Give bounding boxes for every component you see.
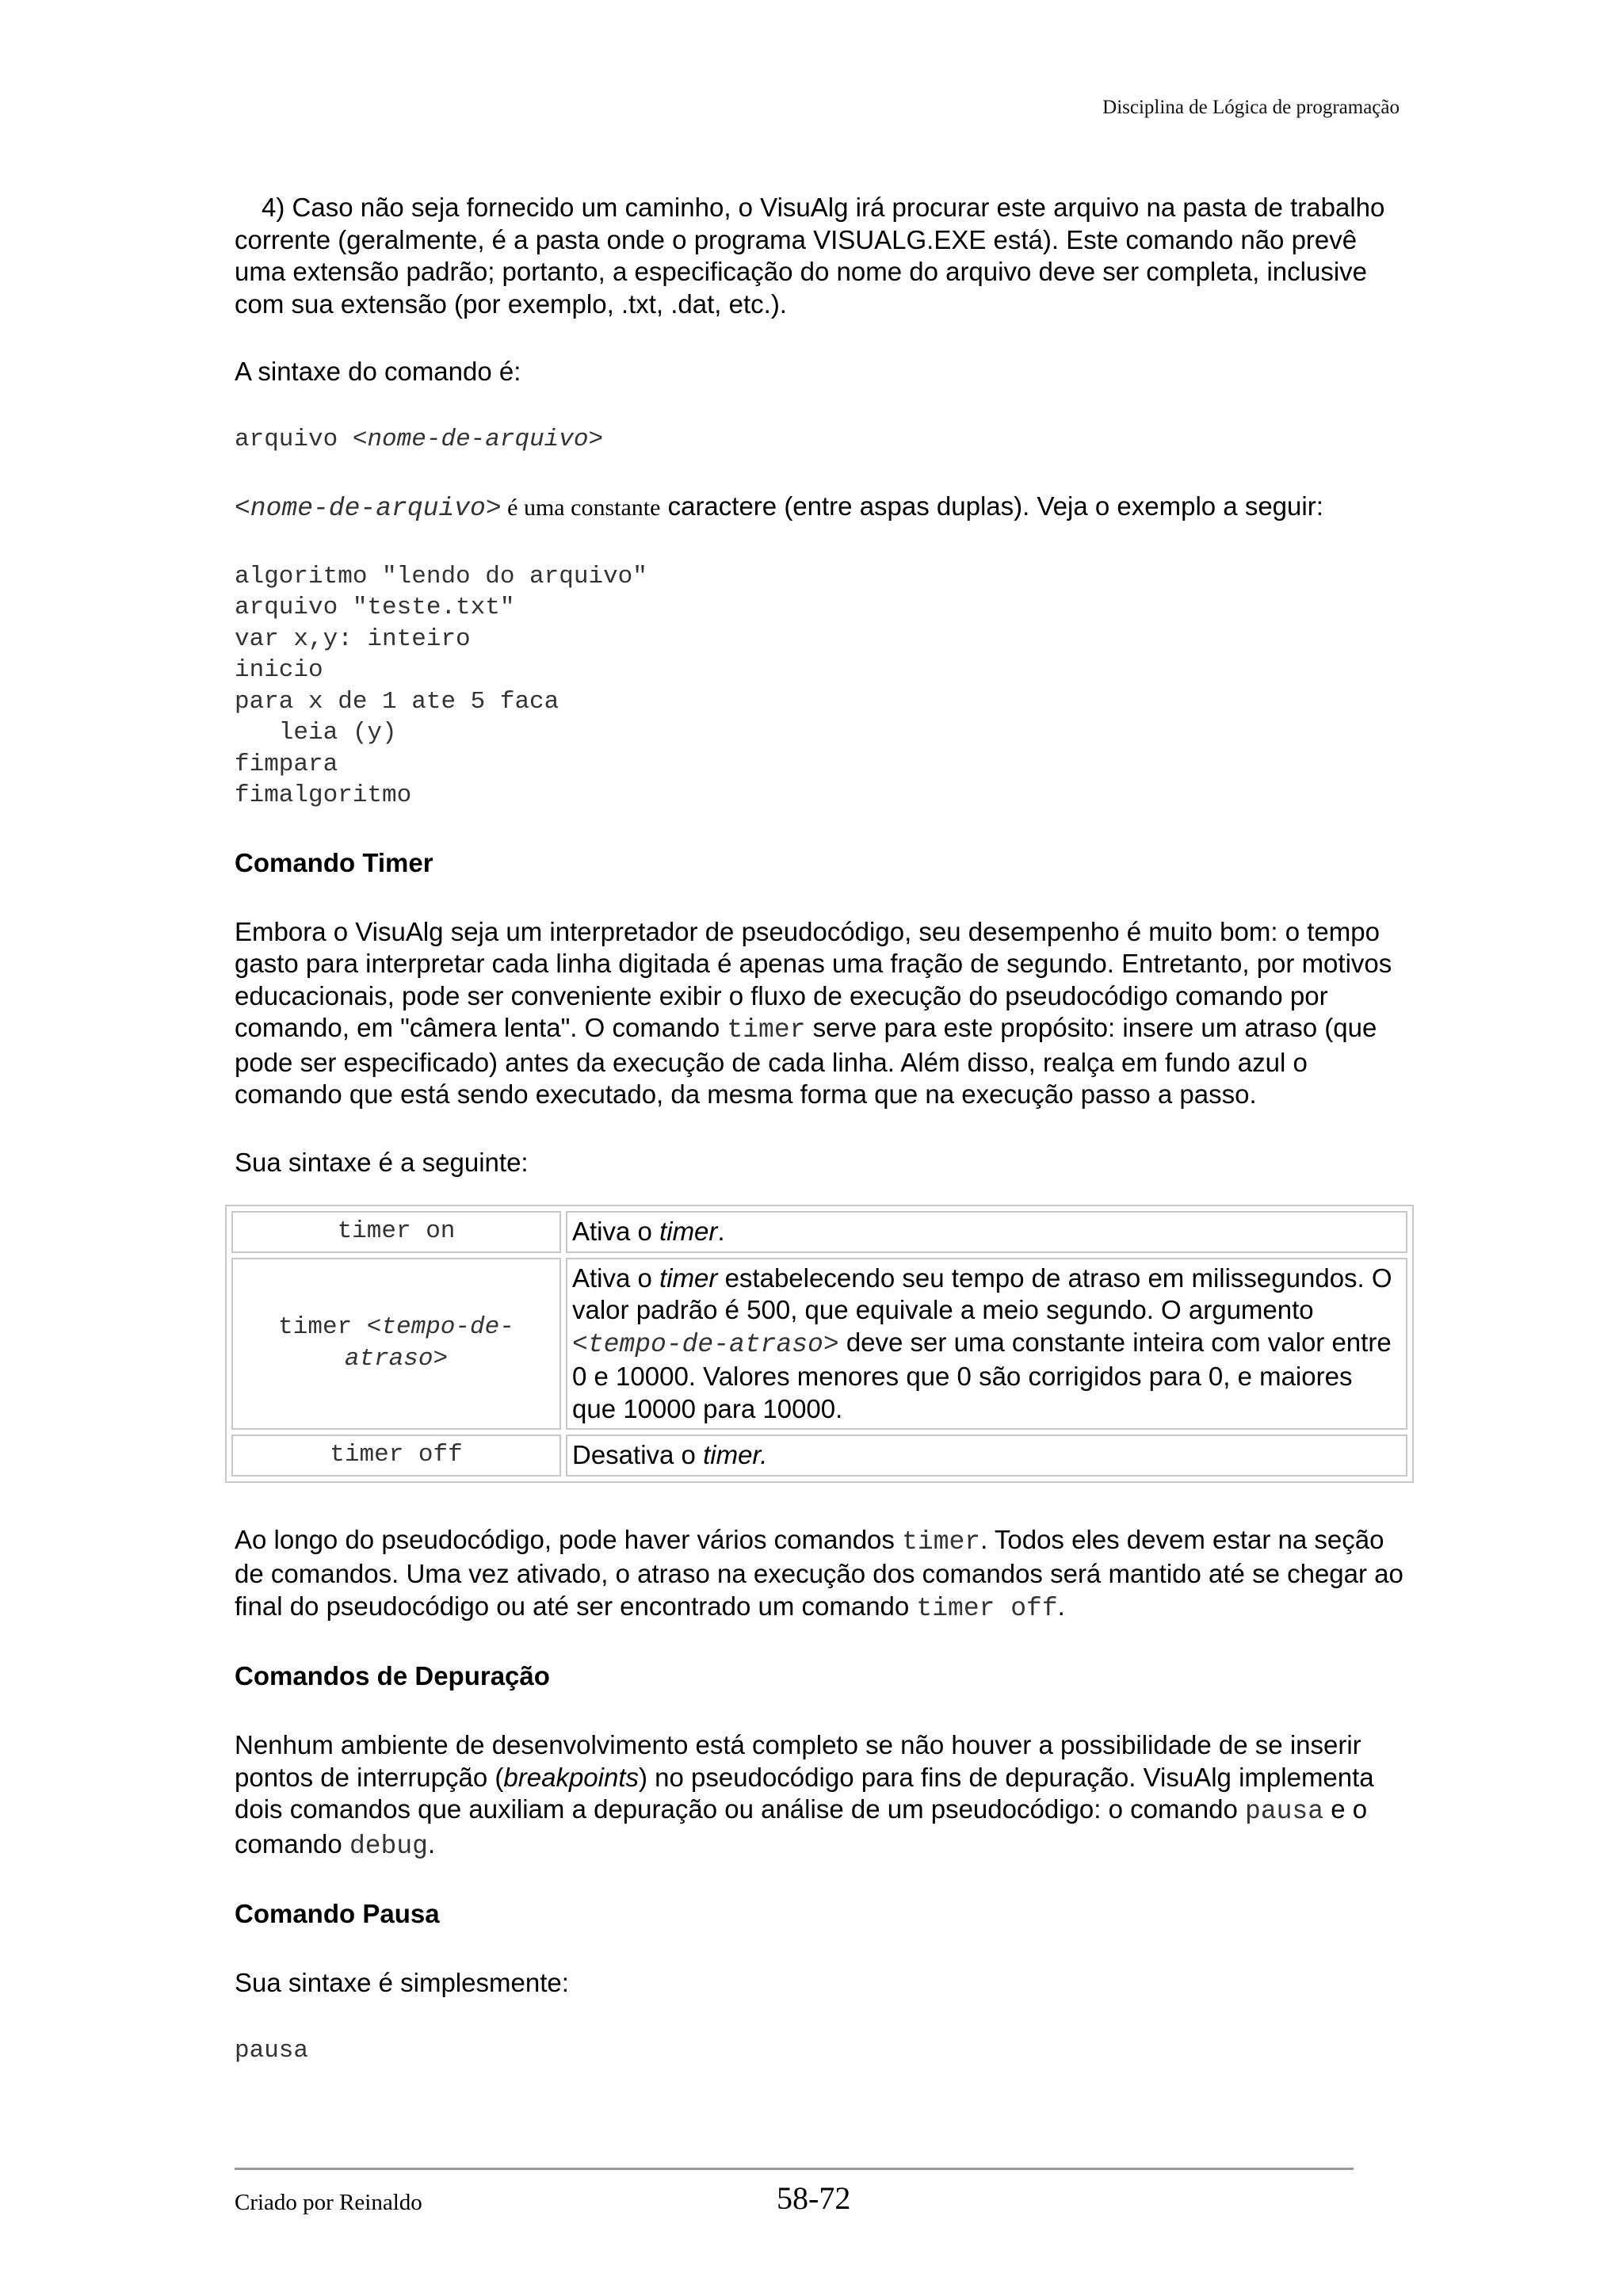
syntax-code bbox=[235, 424, 1407, 456]
emphasis: <tempo-de-atraso> bbox=[344, 1312, 514, 1373]
inline-code: timer bbox=[902, 1526, 981, 1557]
code-line: fimalgoritmo bbox=[235, 781, 412, 809]
code-line: arquivo "teste.txt" bbox=[235, 594, 515, 621]
table-cell-description bbox=[566, 1258, 1407, 1431]
page-content bbox=[235, 192, 1407, 2066]
param-name: <nome-de-arquivo> bbox=[235, 494, 502, 523]
text-span: Embora o VisuAlg seja um interpretador de pseudocódigo, seu desempenho é muito bom: o tempo gasto para interpretar cada linha digitada é apenas uma fração de segundo. Entretanto, por motivos educacionais, pode ser conveniente exibir o fluxo de execução do pseudocódigo comando por comando, em "câmera lenta". O comando bbox=[235, 916, 1392, 1042]
intro-paragraph: 4) Caso não seja fornecido um caminho, o VisuAlg irá procurar este arquivo na pasta de trabalho corrente (geralmente, é a pasta onde o programa VISUALG.EXE está). Este comando não prevê uma extensão padrão; portanto, a especificação do nome do arquivo deve ser completa, inclusive com sua extensão (por exemplo, .txt, .dat, etc.). bbox=[235, 193, 1385, 319]
text-span: e o comando bbox=[235, 1794, 1368, 1859]
section-heading-debug: Comandos de Depuração bbox=[235, 1661, 550, 1690]
code-line: var x,y: inteiro bbox=[235, 625, 471, 653]
text-span: estabelecendo seu tempo de atraso em milissegundos. O valor padrão é 500, que equivale a meio segundo. O argumento bbox=[572, 1263, 1392, 1324]
code-line: inicio bbox=[235, 656, 323, 684]
inline-code: debug bbox=[349, 1831, 428, 1861]
table-cell-command: timer on bbox=[231, 1211, 561, 1253]
text-span: Ao longo do pseudocódigo, pode haver vários comandos bbox=[235, 1524, 903, 1554]
table-cell-description bbox=[566, 1211, 1407, 1253]
table-row bbox=[231, 1435, 1407, 1477]
emphasis: timer. bbox=[703, 1440, 768, 1469]
table-row bbox=[231, 1258, 1407, 1431]
section-heading-timer: Comando Timer bbox=[235, 847, 433, 877]
timer-syntax-table bbox=[225, 1205, 1414, 1483]
timer-paragraph bbox=[235, 916, 1407, 1111]
param-desc-serif: é uma constante bbox=[501, 495, 661, 521]
debug-paragraph bbox=[235, 1729, 1407, 1862]
page-number: 58-72 bbox=[777, 2180, 851, 2216]
inline-code: timer off bbox=[916, 1593, 1058, 1623]
emphasis: timer bbox=[659, 1217, 718, 1246]
text-span: Desativa o bbox=[572, 1440, 704, 1469]
table-row bbox=[231, 1211, 1407, 1253]
example-code-block bbox=[235, 561, 1407, 812]
text-span: ) no pseudocódigo para fins de depuração. VisuAlg implementa dois comandos que auxiliam a depuração ou análise de um pseudocódigo: o comando bbox=[235, 1762, 1374, 1824]
pausa-code: pausa bbox=[235, 2036, 309, 2065]
timer-paragraph-2 bbox=[235, 1524, 1407, 1626]
syntax-label: A sintaxe do comando é: bbox=[235, 357, 521, 386]
footer-divider bbox=[235, 2168, 1354, 2170]
pausa-syntax-label: Sua sintaxe é simplesmente: bbox=[235, 1968, 569, 1997]
code-line: leia (y) bbox=[235, 719, 397, 747]
param-name: <tempo-de-atraso> bbox=[572, 1329, 839, 1359]
text-span: . Todos eles devem estar na seção de comandos. Uma vez ativado, o atraso na execução dos comandos será mantido até se chegar ao final do pseudocódigo ou até ser encontrado um comando bbox=[235, 1524, 1403, 1621]
text-span: timer bbox=[278, 1312, 367, 1341]
syntax-param: <nome-de-arquivo> bbox=[352, 425, 604, 453]
syntax-keyword: arquivo bbox=[235, 425, 338, 453]
page-header: Disciplina de Lógica de programação bbox=[1102, 97, 1400, 118]
code-line: fimpara bbox=[235, 750, 338, 778]
text-span: . bbox=[717, 1217, 725, 1246]
inline-code: timer bbox=[727, 1015, 806, 1045]
text-span: serve para este propósito: insere um atraso (que pode ser especificado) antes da execução de cada linha. Além disso, realça em fundo azul o comando que está sendo executado, da mesma forma que na execução passo a passo. bbox=[235, 1013, 1377, 1109]
section-heading-pausa: Comando Pausa bbox=[235, 1899, 440, 1928]
text-span: . bbox=[1057, 1591, 1065, 1621]
param-desc-rest: caractere (entre aspas duplas). Veja o exemplo a seguir: bbox=[660, 491, 1323, 521]
code-line: algoritmo "lendo do arquivo" bbox=[235, 562, 647, 590]
emphasis: breakpoints bbox=[503, 1762, 639, 1792]
text-span: Ativa o bbox=[572, 1263, 660, 1293]
param-description bbox=[235, 491, 1407, 525]
table-cell-command: timer off bbox=[231, 1435, 561, 1477]
timer-syntax-label: Sua sintaxe é a seguinte: bbox=[235, 1147, 529, 1177]
table-cell-command bbox=[231, 1258, 561, 1431]
text-span: deve ser uma constante inteira com valor entre 0 e 10000. Valores menores que 0 são corrigidos para 0, e maiores que 10000 para 10000. bbox=[572, 1327, 1392, 1423]
text-span: Nenhum ambiente de desenvolvimento está completo se não houver a possibilidade de se inserir pontos de interrupção ( bbox=[235, 1730, 1361, 1792]
code-line: para x de 1 ate 5 faca bbox=[235, 687, 559, 716]
text-span: . bbox=[427, 1828, 436, 1859]
table-cell-description bbox=[566, 1435, 1407, 1477]
footer-author: Criado por Reinaldo bbox=[235, 2190, 422, 2215]
inline-code: pausa bbox=[1245, 1797, 1324, 1826]
emphasis: timer bbox=[659, 1263, 718, 1293]
text-span: Ativa o bbox=[572, 1217, 660, 1246]
